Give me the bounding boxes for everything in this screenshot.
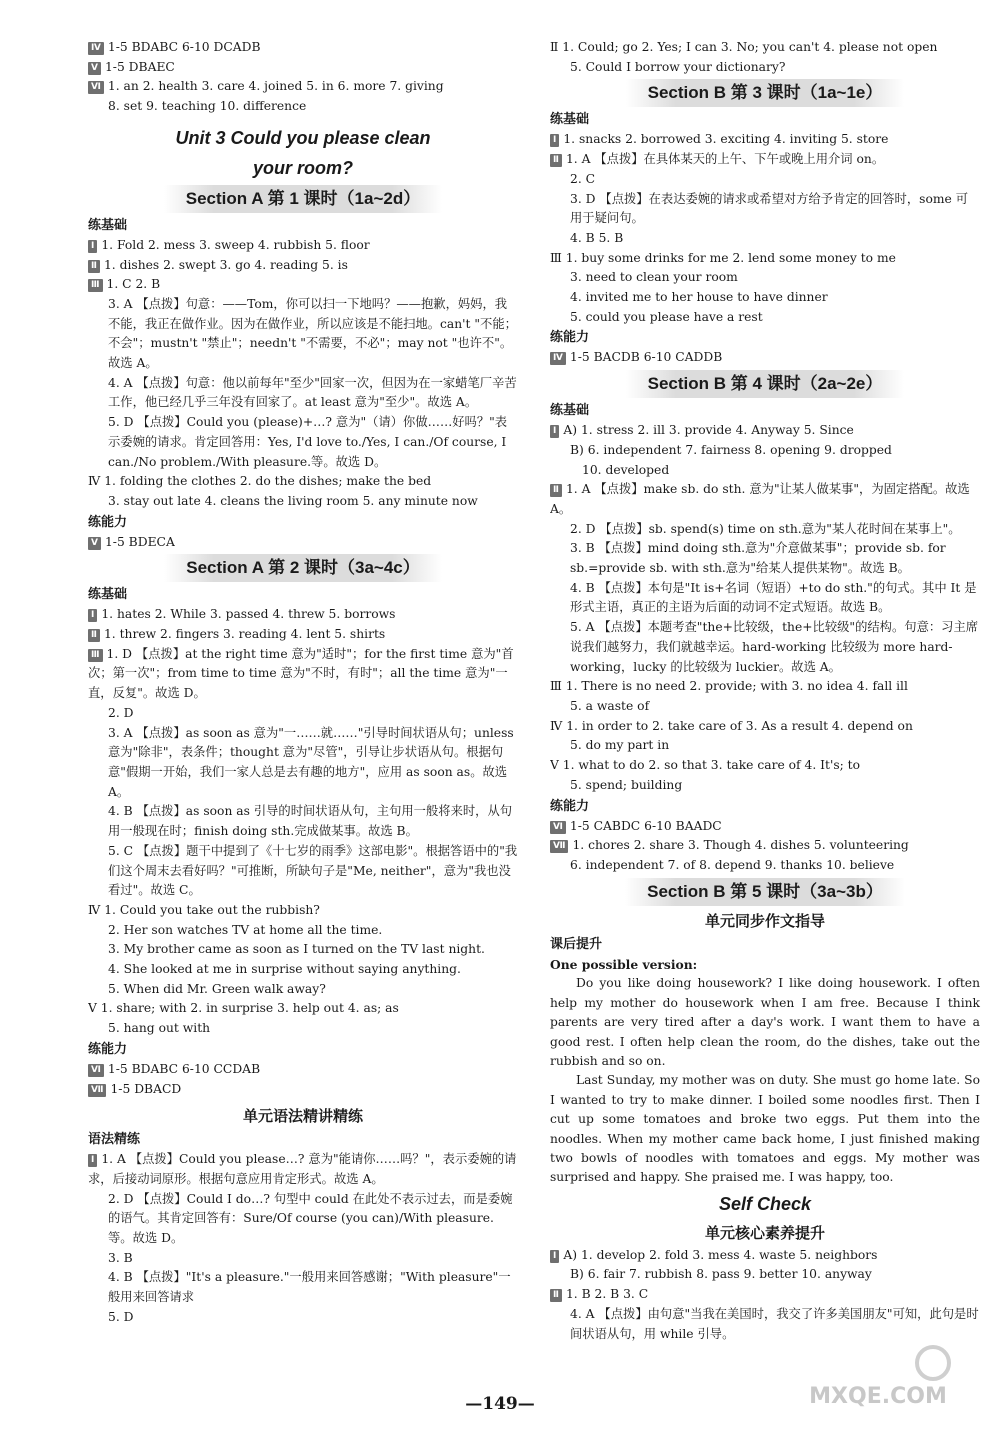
practice-label: 练基础: [550, 403, 590, 419]
answer-line: 3. need to clean your room: [570, 270, 738, 285]
section-heading: Section B 第 3 课时（1a~1e）: [550, 79, 980, 107]
answer-line: 5. D: [108, 1309, 134, 1324]
unit-title-continued: your room?: [252, 157, 353, 178]
practice-label: 练能力: [550, 330, 590, 346]
answer-line: Ⅳ 1-5 BACDB 6-10 CADDB: [550, 348, 980, 368]
section-heading: Section B 第 4 课时（2a~2e）: [550, 370, 980, 398]
left-column: [88, 38, 518, 1328]
answer-line: 5. could you please have a rest: [570, 309, 763, 324]
explanation: 2. D 【点拨】Could I do…? 句型中 could 在此处不表示过去，而是委婉的语气。其肯定回答有：Sure/Of course (you can)/With pleasure.等。故选 D。: [108, 1191, 513, 1246]
explanation: 4. B 【点拨】as soon as 引导的时间状语从句，主句用一般将来时，从句用一般现在时；finish doing sth.完成做某事。故选 B。: [108, 804, 513, 839]
roman-badge: Ⅰ: [88, 1154, 97, 1167]
answer-line: Ⅲ 1. C 2. B: [88, 275, 518, 295]
unit-title: Unit 3 Could you please clean: [175, 127, 431, 148]
roman-badge: Ⅰ: [550, 425, 559, 438]
explanation: 4. A 【点拨】句意：他以前每年"至少"回家一次，但因为在一家蜡笔厂辛苦工作，他已经几乎三年没有回家了。at least 意为"至少"。故选 A。: [108, 375, 517, 410]
roman-badge: Ⅵ: [550, 821, 566, 834]
explanation: 5. D 【点拨】Could you (please)+…? 意为"（请）你做……好吗？"表示委婉的请求。肯定回答用：Yes, I'd love to./Yes, I can./Of course, I can./No problem./With pleasure.等。故选 D。: [108, 415, 508, 469]
explanation: 3. A 【点拨】as soon as 意为"一……就……"引导时间状语从句；unless 意为"除非"，表条件；thought 意为"尽管"，引导让步状语从句。根据句意"假期一开始，我们一家人总是去有趣的地方"，应用 as soon as。故选 A。: [108, 725, 514, 799]
answer-line: Ⅴ 1. share; with 2. in surprise 3. help out 4. as; as: [88, 1001, 399, 1016]
roman-badge: Ⅴ: [88, 62, 101, 75]
answer-line: Ⅰ 1. Fold 2. mess 3. sweep 4. rubbish 5. floor: [88, 236, 518, 256]
explanation: 4. B 【点拨】"It's a pleasure."一般用来回答感谢；"With pleasure"一般用来回答请求: [108, 1270, 511, 1305]
answer-line: 3. stay out late 4. cleans the living room 5. any minute now: [108, 493, 478, 508]
section-heading: Section B 第 5 课时（3a~3b）: [550, 878, 980, 906]
explanation: Ⅲ 1. D 【点拨】at the right time 意为"适时"；for the first time 意为"首次；第一次"；from time to time 意为"不时，有时"；all the time 意为"一直，反复"。故选 D。: [88, 646, 514, 701]
roman-badge: Ⅱ: [550, 484, 562, 497]
practice-label: 语法精练: [88, 1132, 141, 1148]
self-check-heading: Self Check: [718, 1193, 812, 1214]
answer-line: 4. She looked at me in surprise without saying anything.: [108, 962, 461, 977]
answer-line: 8. set 9. teaching 10. difference: [108, 99, 307, 114]
roman-badge: Ⅳ: [550, 352, 566, 365]
answer-line: Ⅵ 1-5 BDABC 6-10 CCDAB: [88, 1060, 518, 1080]
explanation: Ⅱ 1. A 【点拨】make sb. do sth. 意为"让某人做某事"，为固定搭配。故选 A。: [550, 482, 970, 516]
roman-badge: Ⅱ: [88, 260, 100, 273]
answer-line: Ⅲ 1. buy some drinks for me 2. lend some money to me: [550, 250, 896, 265]
writing-guide-heading: 单元同步作文指导: [704, 911, 825, 930]
answer-line: Ⅰ 1. snacks 2. borrowed 3. exciting 4. inviting 5. store: [550, 130, 980, 150]
answer-line: 2. Her son watches TV at home all the time.: [108, 922, 383, 937]
answer-line: Ⅰ A) 1. stress 2. ill 3. provide 4. Anyway 5. Since: [550, 421, 980, 441]
answer-line: Ⅱ 1. dishes 2. swept 3. go 4. reading 5. is: [88, 256, 518, 276]
roman-badge: Ⅰ: [550, 134, 559, 147]
answer-line: Ⅴ 1-5 DBAEC: [88, 58, 518, 78]
page-number: —149—: [465, 1394, 535, 1414]
roman-badge: Ⅰ: [550, 1250, 559, 1263]
section-heading: Section A 第 2 课时（3a~4c）: [88, 554, 518, 582]
answer-line: 5. do my part in: [570, 738, 670, 753]
roman-badge: Ⅲ: [88, 279, 103, 292]
answer-line: Ⅱ 1. B 2. B 3. C: [550, 1285, 980, 1305]
explanation: 3. A 【点拨】句意：——Tom，你可以扫一下地吗？——抱歉，妈妈，我不能，我正在做作业。因为在做作业，所以应该是不能扫地。can't "不能；不会"；mustn't "禁止"；needn't "不需要，不必"；may not "也许不"。故选 A。: [108, 296, 517, 371]
explanation: 3. B 【点拨】mind doing sth.意为"介意做某事"；provide sb. for sb.=provide sb. with sth.意为"给某人提供某物"。故选 B。: [570, 541, 946, 576]
explanation: 3. D 【点拨】在表达委婉的请求或希望对方给予肯定的回答时，some 可用于疑问句。: [570, 191, 968, 226]
answer-line: Ⅰ A) 1. develop 2. fold 3. mess 4. waste 5. neighbors: [550, 1246, 980, 1266]
practice-label: 练基础: [88, 587, 128, 603]
section-heading: Section A 第 1 课时（1a~2d）: [88, 185, 518, 213]
roman-badge: Ⅴ: [88, 537, 101, 550]
answer-line: 2. C: [570, 171, 596, 186]
practice-label: 练基础: [88, 217, 128, 233]
answer-line: 10. developed: [582, 462, 670, 477]
answer-line: Ⅳ 1-5 BDABC 6-10 DCADB: [88, 38, 518, 58]
roman-badge: Ⅱ: [550, 154, 562, 167]
roman-badge: Ⅵ: [88, 81, 104, 94]
answer-line: Ⅰ 1. hates 2. While 3. passed 4. threw 5. borrows: [88, 605, 518, 625]
answer-line: Ⅱ 1. Could; go 2. Yes; I can 3. No; you can't 4. please not open: [550, 40, 938, 54]
grammar-heading: 单元语法精讲精练: [242, 1107, 363, 1126]
practice-label: 课后提升: [550, 936, 603, 952]
practice-label: 练基础: [550, 112, 590, 128]
roman-badge: Ⅰ: [88, 240, 97, 253]
roman-badge: Ⅶ: [550, 840, 568, 853]
explanation: 5. C 【点拨】题干中提到了《十七岁的雨季》这部电影"。根据答语中的"我们这个周末去看好吗？"可推断，所缺句子是"Me, neither"，意为"我也没看过"。故选 C。: [108, 843, 518, 898]
answer-line: 3. My brother came as soon as I turned on the TV last night.: [108, 942, 485, 957]
practice-label: 练能力: [88, 1041, 128, 1057]
answer-line: Ⅳ 1. in order to 2. take care of 3. As a result 4. depend on: [550, 718, 913, 733]
watermark-mark-icon: [917, 1347, 949, 1379]
answer-line: 5. spend; building: [570, 777, 683, 792]
answer-line: Ⅱ 1. threw 2. fingers 3. reading 4. lent 5. shirts: [88, 625, 518, 645]
answer-line: Ⅵ 1-5 CABDC 6-10 BAADC: [550, 817, 980, 837]
right-column: [550, 38, 980, 1344]
answer-line: 5. When did Mr. Green walk away?: [108, 981, 326, 996]
sample-label: One possible version:: [550, 956, 698, 972]
answer-line: B) 6. independent 7. fairness 8. opening 9. dropped: [570, 442, 892, 457]
sample-paragraph: Do you like doing housework? I like doing housework. I often help my mother do housework when I am free. Because I think parents are very tired after a day's work. I want them to have a good rest. I often help clean the room, do the dishes, take out the rubbish and so on.: [550, 976, 980, 1068]
explanation: 2. D 【点拨】sb. spend(s) time on sth.意为"某人花时间在某事上"。: [570, 521, 961, 536]
explanation: 4. A 【点拨】由句意"当我在美国时，我交了许多美国朋友"可知，此句是时间状语从句，用 while 引导。: [570, 1306, 979, 1341]
answer-line: 5. a waste of: [570, 698, 650, 713]
roman-badge: Ⅲ: [88, 649, 103, 662]
watermark-logo: [778, 1341, 978, 1411]
answer-line: 6. independent 7. of 8. depend 9. thanks 10. believe: [570, 857, 895, 872]
answer-line: Ⅳ 1. folding the clothes 2. do the dishes; make the bed: [88, 474, 432, 489]
answer-line: 2. D: [108, 705, 134, 720]
answer-line: 4. B 5. B: [570, 230, 624, 245]
answer-line: 5. hang out with: [108, 1021, 211, 1036]
explanation: 5. A 【点拨】本题考查"the+比较级，the+比较级"的结构。句意：习主席说我们越努力，我们就越幸运。hard-working 比较级为 more hard-working，lucky 的比较级为 luckier。故选 A。: [570, 620, 979, 674]
answer-line: Ⅲ 1. There is no need 2. provide; with 3. no idea 4. fall ill: [550, 679, 908, 694]
answer-line: Ⅶ 1. chores 2. share 3. Though 4. dishes 5. volunteering: [550, 836, 980, 856]
answer-line: Ⅴ 1-5 BDECA: [88, 533, 518, 553]
answer-line: 3. B: [108, 1250, 133, 1265]
answer-line: 4. invited me to her house to have dinner: [570, 290, 828, 305]
roman-badge: Ⅰ: [88, 609, 97, 622]
answer-line: Ⅵ 1. an 2. health 3. care 4. joined 5. in 6. more 7. giving: [88, 77, 518, 97]
sample-paragraph: Last Sunday, my mother was on duty. She must go home late. So I wanted to try to make dinner. I boiled some noodles first. Then I cut up some tomatoes and broke two eggs. Put them into the noodles. When my mother came back home, I just finished making two bowls of noodles with tomatoes and eggs. My mother was surprised and happy. She praised me. I was happy, too.: [550, 1073, 980, 1185]
self-check-subtitle: 单元核心素养提升: [704, 1223, 825, 1242]
roman-badge: Ⅱ: [88, 629, 100, 642]
answer-line: Ⅴ 1. what to do 2. so that 3. take care of 4. It's; to: [550, 758, 861, 773]
roman-badge: Ⅶ: [88, 1084, 106, 1097]
answer-line: Ⅶ 1-5 DBACD: [88, 1080, 518, 1100]
answer-line: 5. Could I borrow your dictionary?: [570, 59, 786, 74]
explanation: Ⅰ 1. A 【点拨】Could you please…? 意为"能请你……吗？"，表示委婉的请求，后接动词原形。根据句意应用肯定形式。故选 A。: [88, 1152, 517, 1186]
roman-badge: Ⅵ: [88, 1064, 104, 1077]
practice-label: 练能力: [550, 798, 590, 814]
explanation: 4. B 【点拨】本句是"It is+名词（短语）+to do sth."的句式。其中 It 是形式主语，真正的主语为后面的动词不定式短语。故选 B。: [570, 580, 977, 615]
answer-line: B) 6. fair 7. rubbish 8. pass 9. better 10. anyway: [570, 1267, 872, 1282]
practice-label: 练能力: [88, 514, 128, 530]
answer-line: Ⅳ 1. Could you take out the rubbish?: [88, 902, 320, 917]
roman-badge: Ⅳ: [88, 42, 104, 55]
roman-badge: Ⅱ: [550, 1289, 562, 1302]
watermark-text: MXQE.COM: [809, 1384, 947, 1409]
explanation: Ⅱ 1. A 【点拨】在具体某天的上午、下午或晚上用介词 on。: [550, 150, 980, 170]
